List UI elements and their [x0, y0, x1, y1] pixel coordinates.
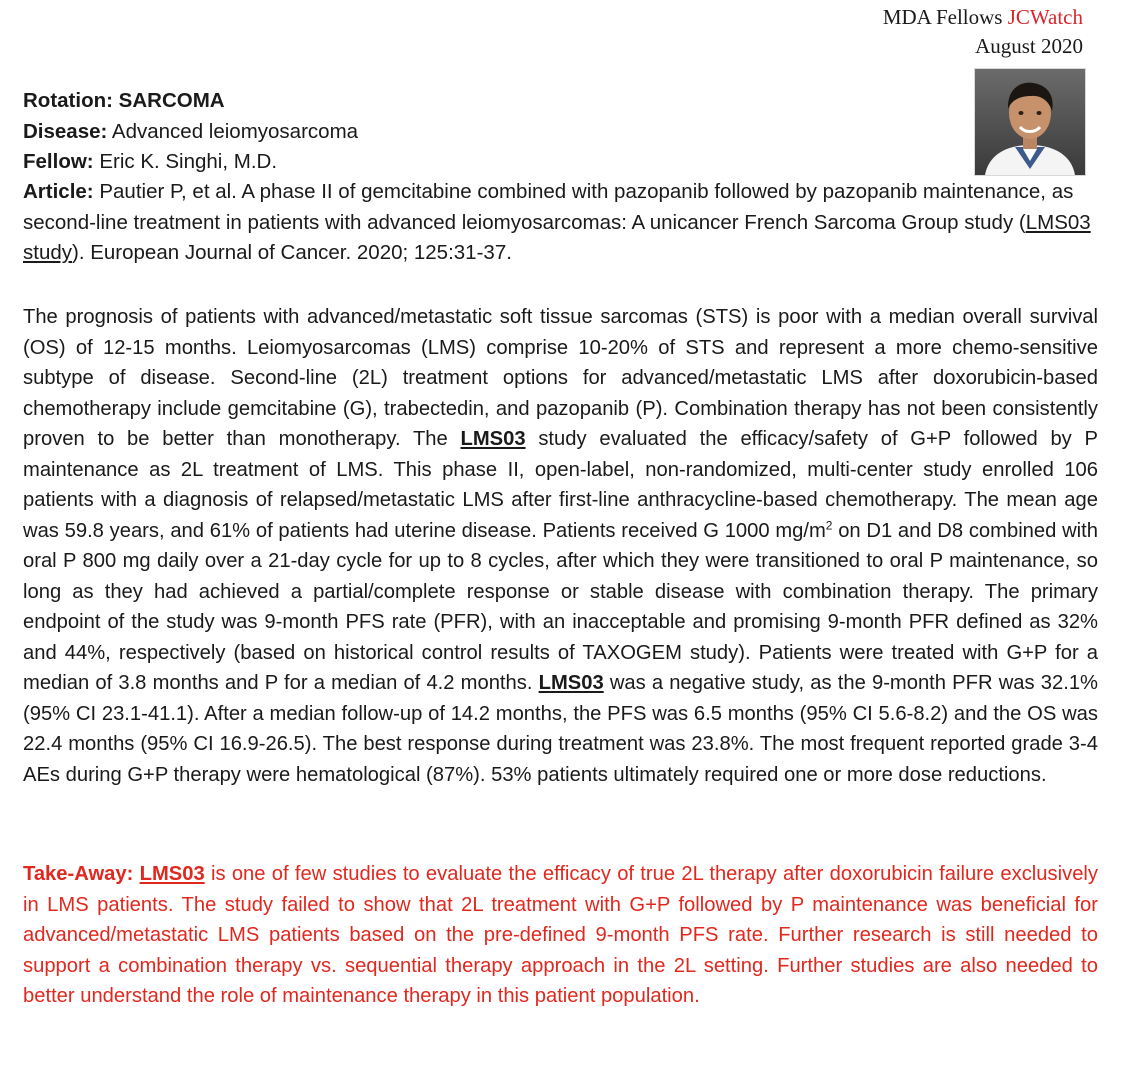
rotation-label: Rotation:	[23, 89, 113, 112]
takeaway-paragraph	[23, 859, 1098, 1012]
summary-text-2: study evaluated the efficacy/safety of G+P followed by P maintenance as 2L treatment of LMS. This phase II, open-label, non-randomized, multi-center study enrolled 106 patients with a diagnosis of relapsed/metastatic LMS after first-line anthracycline-based chemotherapy. The mean age was 59.8 years, and 61% of patients had uterine disease. Patients received G 1000 mg/m	[23, 428, 1098, 542]
disease-line	[23, 117, 963, 148]
article-info	[23, 86, 963, 178]
fellow-photo	[974, 68, 1086, 176]
summary-paragraph	[23, 302, 1098, 790]
superscript: 2	[825, 517, 833, 532]
header-title	[883, 3, 1083, 32]
header	[883, 3, 1083, 61]
lms03-link[interactable]: LMS03	[538, 672, 604, 694]
article-link[interactable]: LMS03 study	[23, 210, 1091, 264]
fellow-line	[23, 147, 963, 178]
summary-text-1: The prognosis of patients with advanced/metastatic soft tissue sarcomas (STS) is poor with a median overall survival (OS) of 12-15 months. Leiomyosarcomas (LMS) comprise 10-20% of STS and represent a more chemo-sensitive subtype of disease. Second-line (2L) treatment options for advanced/metastatic LMS after doxorubicin-based chemotherapy include gemcitabine (G), trabectedin, and pazopanib (P). Combination therapy has not been consistently proven to be better than monotherapy. The	[23, 306, 1098, 450]
takeaway-text: is one of few studies to evaluate the efficacy of true 2L therapy after doxorubicin failure exclusively in LMS patients. The study failed to show that 2L treatment with G+P followed by P maintenance was beneficial for advanced/metastatic LMS patients based on the pre-defined 9-month PFS rate. Further research is still needed to support a combination therapy vs. sequential therapy approach in the 2L setting. Further studies are also needed to better understand the role of maintenance therapy in this patient population.	[23, 863, 1099, 1007]
rotation-line	[23, 86, 963, 117]
summary-text-3: on D1 and D8 combined with oral P 800 mg daily over a 21-day cycle for up to 8 cycles, after which they were transitioned to oral P maintenance, so long as they had achieved a partial/complete response or stable disease with combination therapy. The primary endpoint of the study was 9-month PFS rate (PFR), with an inacceptable and promising 9-month PFR defined as 32% and 44%, respectively (based on historical control results of TAXOGEM study). Patients were treated with G+P for a median of 3.8 months and P for a median of 4.2 months.	[23, 519, 1098, 694]
disease-label: Disease:	[23, 119, 108, 143]
article-label: Article:	[23, 180, 94, 203]
header-date: August 2020	[975, 34, 1083, 58]
takeaway-lms03-link[interactable]: LMS03	[139, 863, 205, 885]
rotation-value: SARCOMA	[118, 89, 225, 112]
article-citation-end: ). European Journal of Cancer. 2020; 125:31-37.	[72, 241, 512, 264]
article-citation-text: Pautier P, et al. A phase II of gemcitabine combined with pazopanib followed by pazopanib maintenance, as second-line treatment in patients with advanced leiomyosarcomas: A unicancer French Sarcoma Group study (	[23, 180, 1074, 234]
article-citation	[23, 177, 1095, 269]
fellow-portrait-image	[975, 69, 1085, 175]
fellow-label: Fellow:	[23, 150, 94, 173]
lms03-link[interactable]: LMS03	[460, 428, 526, 450]
header-brand: JCWatch	[1007, 5, 1083, 29]
fellow-value: Eric K. Singhi, M.D.	[99, 150, 278, 173]
summary-text-4: was a negative study, as the 9-month PFR was 32.1% (95% CI 23.1-41.1). After a median follow-up of 14.2 months, the PFS was 6.5 months (95% CI 5.6-8.2) and the OS was 22.4 months (95% CI 16.9-26.5). The best response during treatment was 23.8%. The most frequent reported grade 3-4 AEs during G+P therapy were hematological (87%). 53% patients ultimately required one or more dose reductions.	[23, 672, 1098, 786]
header-org: MDA Fellows	[882, 5, 1008, 29]
takeaway-label: Take-Away:	[23, 863, 134, 885]
disease-value: Advanced leiomyosarcoma	[111, 119, 359, 143]
